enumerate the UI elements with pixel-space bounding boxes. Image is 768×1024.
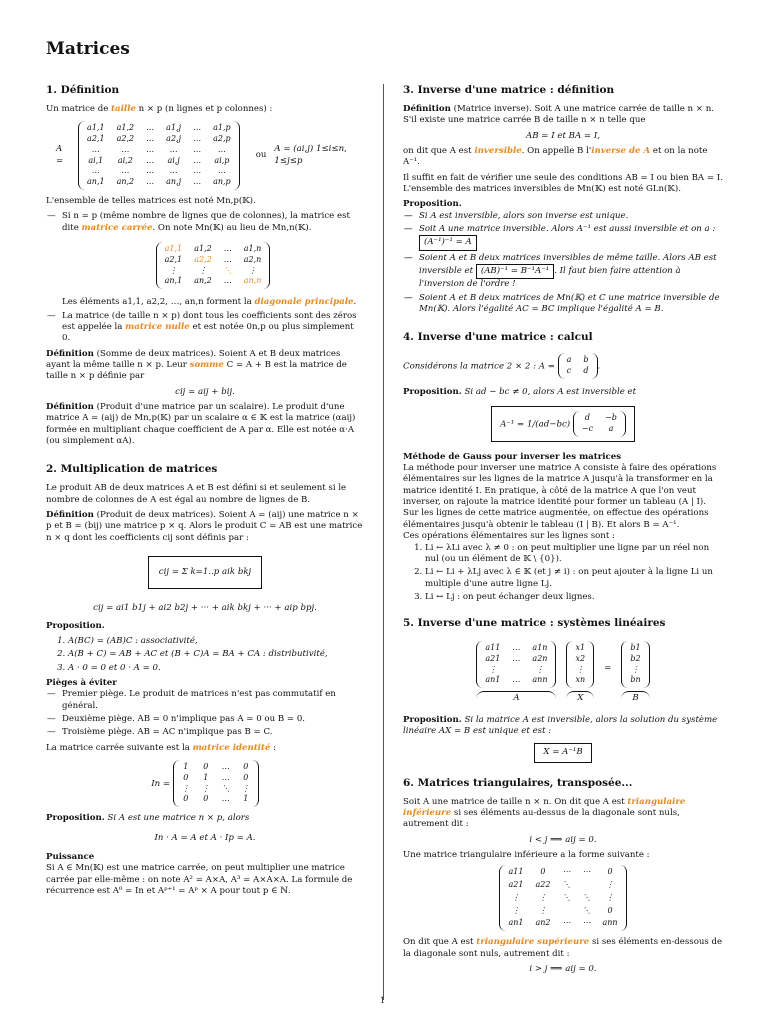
matrix-cell: ⋱	[223, 265, 232, 275]
section-2-heading: 2. Multiplication de matrices	[46, 463, 218, 476]
matrix-cell: b1	[630, 643, 641, 653]
matrix-cell: 0	[607, 905, 613, 915]
matrix-cell: 0	[183, 772, 189, 782]
matrix-cell: ⋮	[606, 892, 614, 902]
page-number: 1	[380, 996, 386, 1005]
product-property: 3. A · 0 = 0 et 0 · A = 0.	[68, 663, 364, 674]
inverse-def-formula: AB = I et BA = I,	[526, 130, 600, 141]
product-properties	[46, 636, 364, 674]
matrix-cell: ⋮	[538, 892, 547, 902]
matrix-cell: 0	[203, 794, 209, 804]
matrix-cell: a2,n	[243, 254, 262, 264]
coefficient-matrix	[476, 641, 556, 688]
lower-formula: i < j ⟹ aij = 0.	[529, 834, 597, 845]
matrix-cell: ⋱	[562, 880, 571, 890]
matrix-cell: ⋮	[535, 664, 544, 674]
matrix-cell: −c	[581, 423, 594, 433]
matrix-cell: ai,p	[214, 155, 230, 165]
matrix-cell: a1,n	[243, 244, 262, 254]
inverse-def-cont: on dit que A est inversible. On appelle B l'inverse de A et on la note A⁻¹.	[403, 145, 708, 168]
matrix-cell: ⋮	[248, 265, 257, 275]
matrix-cell: ⋱	[582, 905, 591, 915]
identity-prop: Proposition. Si A est une matrice n × p, alors	[46, 813, 250, 824]
matrix-cell	[512, 665, 520, 676]
matrix-cell: …	[146, 123, 155, 133]
matrix-cell: ⋮	[511, 905, 520, 915]
matrix-cell: a2,p	[213, 134, 231, 143]
row-operation: 2. Li ← Li + λLj avec λ ∈ 𝕂 (et j ≠ i) : on peut ajouter à la ligne Li un multiple d'une autre ligne Lj.	[425, 567, 723, 590]
sum-definition: Définition (Somme de deux matrices). Soient A et B deux matrices ayant la même taille n × p. Leur somme C = A + B est la matrice de taille n × p définie par	[46, 348, 347, 382]
pitfalls-label: Pièges à éviter	[46, 677, 117, 688]
upper-def: On dit que A est triangulaire supérieure si ses éléments en-dessous de la diagonale sont nuls, autrement dit :	[403, 937, 723, 959]
matrix-cell: a2,j	[166, 134, 182, 143]
inverse-prop-2: — Soit A une matrice inversible. Alors A⁻¹ est aussi inversible et on a : (A⁻¹)⁻¹ = A	[419, 224, 723, 251]
matrix-cell: an,2	[116, 177, 135, 187]
power-label: Puissance	[46, 851, 95, 862]
matrix-cell: ⋮	[631, 664, 640, 674]
matrix-cell: …	[146, 155, 155, 165]
matrix-cell: ⋯	[582, 867, 591, 877]
inverse-definition: Définition (Matrice inverse). Soit A une matrice carrée de taille n × n. S'il existe une matrice carrée B de taille n × n telle que	[403, 103, 715, 126]
matrix-cell: 1	[183, 762, 189, 772]
square-list	[46, 211, 364, 344]
identity-intro: La matrice carrée suivante est la matrice identité :	[46, 742, 277, 753]
matrix-cell: a2,1	[164, 254, 183, 264]
matrix-cell: a1,1	[164, 244, 183, 254]
section-inverse-calc	[403, 331, 723, 603]
pitfall-item: — Troisième piège. AB = AC n'implique pas B = C.	[62, 727, 364, 738]
diagonal-text: Les éléments a1,1, a2,2, …, an,n forment la diagonale principale.	[62, 297, 357, 308]
matrix-cell: x1	[575, 643, 586, 653]
matrix-cell: c	[566, 366, 572, 376]
matrix-cell: a1,2	[194, 244, 212, 254]
box-product-inverse: (AB)⁻¹ = B⁻¹A⁻¹	[476, 264, 554, 279]
matrix-cell: a21	[508, 880, 524, 890]
matrix-cell: ai,j	[167, 155, 180, 165]
identity-block: In = 1 0 … 0 0 1 … 0 ⋮ ⋮ ⋱ ⋮ 0 0 … 1	[46, 760, 364, 807]
matrix-cell: a	[566, 355, 572, 365]
matrix-cell: …	[121, 144, 130, 154]
matrix-cell: bn	[630, 675, 641, 685]
matrix-cell: an,2	[194, 276, 212, 286]
inverse-2x2-matrix	[573, 411, 626, 437]
column-divider	[383, 84, 384, 1000]
section-3-heading: 3. Inverse d'une matrice : définition	[403, 84, 615, 96]
matrix-cell: an1	[508, 918, 524, 928]
section-5-heading: 5. Inverse d'une matrice : systèmes linéaires	[403, 617, 666, 630]
matrix-cell: d	[584, 413, 591, 423]
matrix-cell: …	[169, 166, 178, 176]
matrix-cell: ⋱	[221, 783, 230, 793]
matrix-cell: xn	[575, 675, 586, 685]
matrix-cell: a21	[485, 653, 501, 663]
lower-form-text: Une matrice triangulaire inférieure a la forme suivante :	[403, 849, 650, 860]
section-multiplication	[46, 463, 364, 897]
or-text: ou	[255, 149, 267, 160]
power-text: Si A ∈ Mn(𝕂) est une matrice carrée, on peut multiplier une matrice carrée par elle-même : on note A² = A×A, A³ = A×A×A. La formule de récurrence est A⁰ = In et Aᵖ⁺¹ = Aᵖ × A pour tout p ∈ ℕ.	[46, 863, 353, 896]
matrix-cell: …	[223, 244, 232, 254]
matrix-cell: ann	[602, 918, 618, 928]
two-by-two-prop: Proposition. Si ad − bc ≠ 0, alors A est inversible et	[403, 386, 637, 397]
matrix-cell: …	[193, 144, 202, 154]
section-1-heading: 1. Définition	[46, 84, 120, 96]
matrix-cell: ⋮	[181, 783, 190, 793]
matrix-cell: ⋮	[201, 783, 210, 793]
matrix-cell: ⋮	[606, 880, 614, 890]
matrix-cell: ⋯	[562, 918, 571, 928]
two-by-two-matrix	[558, 353, 598, 379]
matrix-cell: …	[146, 166, 155, 176]
matrix-cell	[582, 880, 590, 891]
inverse-formula-box: A⁻¹ = 1/(ad−bc) d −b −c a	[491, 406, 635, 442]
matrix-cell: …	[169, 144, 178, 154]
matrix-cell: …	[91, 166, 100, 176]
scalar-definition: Définition (Produit d'une matrice par un scalaire). Le produit d'une matrice A = (aij) de Mn,p(𝕂) par un scalaire α ∈ 𝕂 est la matrice (αaij) formée en multipliant chaque coefficient de A par α. Elle est notée α·A (ou simplement αA).	[46, 401, 356, 446]
matrix-cell: ann	[532, 675, 548, 685]
matrix-cell: a2,2	[194, 254, 212, 264]
matrix-cell: an2	[535, 918, 551, 928]
matrix-cell: …	[146, 144, 155, 154]
matrix-cell: …	[223, 276, 232, 286]
pitfall-item: — Deuxième piège. AB = 0 n'implique pas A = 0 ou B = 0.	[62, 714, 364, 725]
matrix-cell: …	[221, 762, 230, 772]
matrix-cell: ai,1	[88, 155, 104, 165]
matrix-cell: a11	[508, 867, 524, 877]
section-definition	[46, 84, 364, 447]
compact-form: A = (ai,j) 1≤i≤n, 1≤j≤p	[274, 144, 347, 166]
unknowns-vector	[566, 641, 594, 688]
solution-box: X = A⁻¹B	[534, 743, 591, 762]
matrix-cell: a1n	[532, 643, 548, 653]
matrix-cell: d	[583, 366, 589, 376]
system-prop: Proposition. Si la matrice A est inversible, alors la solution du système linéaire AX = B est unique et est :	[403, 714, 718, 736]
matrix-cell: ⋯	[582, 918, 591, 928]
square-item: — Si n = p (même nombre de lignes que de colonnes), la matrice est dite matrice carrée. On note Mn(𝕂) au lieu de Mn,n(𝕂). a1,1 a1,2 … a1,n a2,1 a2,2 … a2,n ⋮ ⋮ ⋱ ⋮ an,1 an,2 … an,n Les éléments a1,1, a2,2, …, an,n forment la diagonale principale.	[62, 211, 364, 308]
matrix-cell: a2,1	[87, 134, 105, 143]
matrix-cell: …	[121, 166, 130, 176]
section-4-heading: 4. Inverse d'une matrice : calcul	[403, 331, 593, 344]
matrix-cell: 1	[243, 794, 249, 804]
product-property: 1. A(BC) = (AB)C : associativité,	[68, 636, 364, 647]
matrix-cell: an,n	[243, 276, 262, 286]
matrix-cell: …	[146, 134, 155, 143]
matrix-cell: …	[193, 155, 202, 165]
matrix-cell: a11	[485, 643, 501, 653]
matrix-cell: ⋮	[241, 783, 250, 793]
section-inverse-def	[403, 84, 723, 315]
sum-formula: cij = aij + bij.	[175, 386, 235, 397]
gauss-label: Méthode de Gauss pour inverser les matrices	[403, 451, 622, 462]
matrix-cell: ⋮	[169, 265, 178, 275]
box-inverse-inverse: (A⁻¹)⁻¹ = A	[419, 235, 477, 250]
row-operations	[403, 543, 723, 604]
product-boxed-formula: cij = Σ k=1..p aik bkj	[148, 556, 262, 589]
lower-triangular-matrix	[499, 865, 626, 931]
gl-set-text: L'ensemble des matrices inversibles de Mn(𝕂) est noté GLn(𝕂).	[403, 183, 681, 194]
matrix-cell: an,p	[213, 177, 231, 187]
system-block: a11 … a1n a21 … a2n ⋮ ⋮ an1 … ann A x1 x2 ⋮ xn X = b1 b2 ⋮ bn B	[403, 641, 723, 705]
matrix-cell: …	[221, 772, 230, 782]
matrix-cell: 0	[203, 762, 209, 772]
identity-prop-formula: In · A = A et A · Ip = A.	[154, 832, 256, 843]
matrix-cell: …	[193, 177, 202, 187]
matrix-cell: 0	[243, 762, 249, 772]
inverse-props	[403, 211, 723, 316]
right-column	[403, 72, 723, 985]
matrix-cell: …	[223, 254, 232, 264]
two-by-two-intro: Considérons la matrice 2 × 2 : A = a b c d .	[403, 353, 723, 379]
matrix-cell: …	[221, 794, 230, 804]
inverse-prop-label: Proposition.	[403, 199, 462, 210]
matrix-cell: 0	[607, 867, 613, 877]
matrix-cell: b	[583, 355, 589, 365]
matrix-cell: 0	[243, 772, 249, 782]
matrix-cell: 1	[203, 772, 209, 782]
general-matrix-block: A = a1,1 a1,2 … a1,j … a1,p a2,1 a2,2 … a2,j … a2,p … … … … … … ai,1 ai,2 … ai,j … ai,p … … … … … … an,1 an,2 … an,j … an,p ou A = (ai,j) 1≤i≤n, 1≤j≤p	[56, 121, 364, 190]
matrix-cell: ⋮	[538, 905, 547, 915]
matrix-cell: an1	[485, 675, 501, 685]
matrix-cell: …	[512, 675, 521, 685]
pitfalls-list	[46, 689, 364, 738]
matrix-cell: b2	[630, 653, 641, 663]
matrix-cell: …	[512, 643, 521, 653]
diagonal-matrix	[156, 242, 271, 289]
gauss-text: La méthode pour inverser une matrice A consiste à faire des opérations élémentaires sur les lignes de la matrice A jusqu'à la transformer en la matrice identité I. En pratique, à côté de la matrice A que l'on veut inverser, on rajoute la matrice identité pour former un tableau (A | I). Sur les lignes de cette matrice augmentée, on effectue des opérations élémentaires jusqu'à obtenir le tableau (I | B). Et alors B = A⁻¹.	[403, 463, 717, 530]
product-expanded-formula: cij = ai1 b1j + ai2 b2j + ··· + aik bkj + ··· + aip bpj.	[93, 603, 317, 614]
matrix-cell: …	[193, 134, 202, 143]
matrix-cell: an,j	[166, 177, 182, 187]
size-intro: Un matrice de taille n × p (n lignes et p colonnes) :	[46, 103, 273, 114]
null-item: — La matrice (de taille n × p) dont tous les coefficients sont des zéros est appelée la matrice nulle et est notée 0n,p ou plus simplement 0.	[62, 311, 364, 345]
matrix-cell: a	[608, 423, 614, 433]
matrix-cell: …	[217, 144, 226, 154]
ops-intro: Ces opérations élémentaires sur les lignes sont :	[403, 531, 615, 542]
matrix-cell: a2n	[532, 653, 548, 663]
matrix-cell: x2	[575, 653, 586, 663]
matrix-cell: −b	[605, 413, 617, 423]
product-definition: Définition (Produit de deux matrices). Soient A = (aij) une matrice n × p et B = (bij) une matrice p × q. Alors le produit C = AB est une matrice n × q dont les coefficients cij sont définis par :	[46, 509, 363, 543]
lower-def: Soit A une matrice de taille n × n. On dit que A est triangulaire inférieure si ses éléments au-dessus de la diagonale sont nuls, autrement dit :	[403, 796, 686, 830]
matrix-cell: …	[512, 653, 521, 663]
matrix-cell: ⋱	[582, 892, 591, 902]
matrix-cell: ⋮	[198, 265, 207, 275]
matrix-cell: ⋱	[562, 892, 571, 902]
general-matrix	[78, 121, 240, 190]
inverse-prop-1: — Si A est inversible, alors son inverse est unique.	[419, 211, 723, 222]
upper-formula: i > j ⟹ aij = 0.	[529, 963, 597, 974]
product-property: 2. A(B + C) = AB + AC et (B + C)A = BA + CA : distributivité,	[68, 649, 364, 660]
row-operation: 1. Li ← λLi avec λ ≠ 0 : on peut multiplier une ligne par un réel non nul (ou un élément de 𝕂 \ {0}).	[425, 543, 723, 566]
matrix-cell: a22	[535, 880, 551, 890]
matrix-cell: …	[193, 166, 202, 176]
matrix-cell: …	[91, 144, 100, 154]
inverse-prop-3: — Soient A et B deux matrices inversibles de même taille. Alors AB est inversible et (AB)⁻¹ = B⁻¹A⁻¹ . Il faut bien faire attention à l'inversion de l'ordre !	[419, 253, 723, 291]
matrix-cell: …	[217, 166, 226, 176]
matrix-cell: ⋮	[576, 664, 585, 674]
matrix-cell: a1,j	[166, 123, 182, 133]
matrix-cell: ai,2	[117, 155, 133, 165]
inverse-prop-4: — Soient A et B deux matrices de Mn(𝕂) et C une matrice inversible de Mn(𝕂). Alors l'égalité AC = BC implique l'égalité A = B.	[419, 293, 723, 316]
matrix-cell: 0	[540, 867, 546, 877]
matrix-cell: a1,1	[87, 123, 105, 133]
matrix-cell: …	[146, 177, 155, 187]
matrix-cell: ⋯	[562, 867, 571, 877]
matrix-cell: an,1	[87, 177, 105, 187]
matrix-cell: ⋮	[488, 664, 497, 674]
section-6-heading: 6. Matrices triangulaires, transposée...	[403, 776, 633, 789]
identity-matrix	[173, 760, 259, 807]
matrix-cell: a2,2	[116, 134, 135, 143]
matrix-cell: 0	[183, 794, 189, 804]
section-triangular	[403, 777, 723, 976]
matrix-cell: …	[193, 123, 202, 133]
product-intro: Le produit AB de deux matrices A et B est défini si et seulement si le nombre de colonnes de A est égal au nombre de lignes de B.	[46, 483, 347, 505]
matrix-cell: ⋮	[511, 892, 520, 902]
section-linear-systems	[403, 617, 723, 762]
page-title: Matrices	[46, 39, 130, 59]
row-operation: 3. Li ↔ Lj : on peut échanger deux lignes.	[425, 592, 723, 603]
matrix-cell	[562, 906, 570, 917]
matrix-cell: a1,2	[116, 123, 135, 133]
set-notation: L'ensemble de telles matrices est noté Mn,p(𝕂).	[46, 195, 256, 206]
rhs-vector	[621, 641, 649, 688]
left-column	[46, 72, 364, 907]
suffices-text: Il suffit en fait de vérifier une seule des conditions AB = I ou bien BA = I.	[403, 172, 723, 183]
pitfall-item: — Premier piège. Le produit de matrices n'est pas commutatif en général.	[62, 689, 364, 712]
matrix-cell: an,1	[164, 276, 183, 286]
product-prop-label: Proposition.	[46, 620, 105, 631]
matrix-cell: a1,p	[213, 123, 231, 133]
